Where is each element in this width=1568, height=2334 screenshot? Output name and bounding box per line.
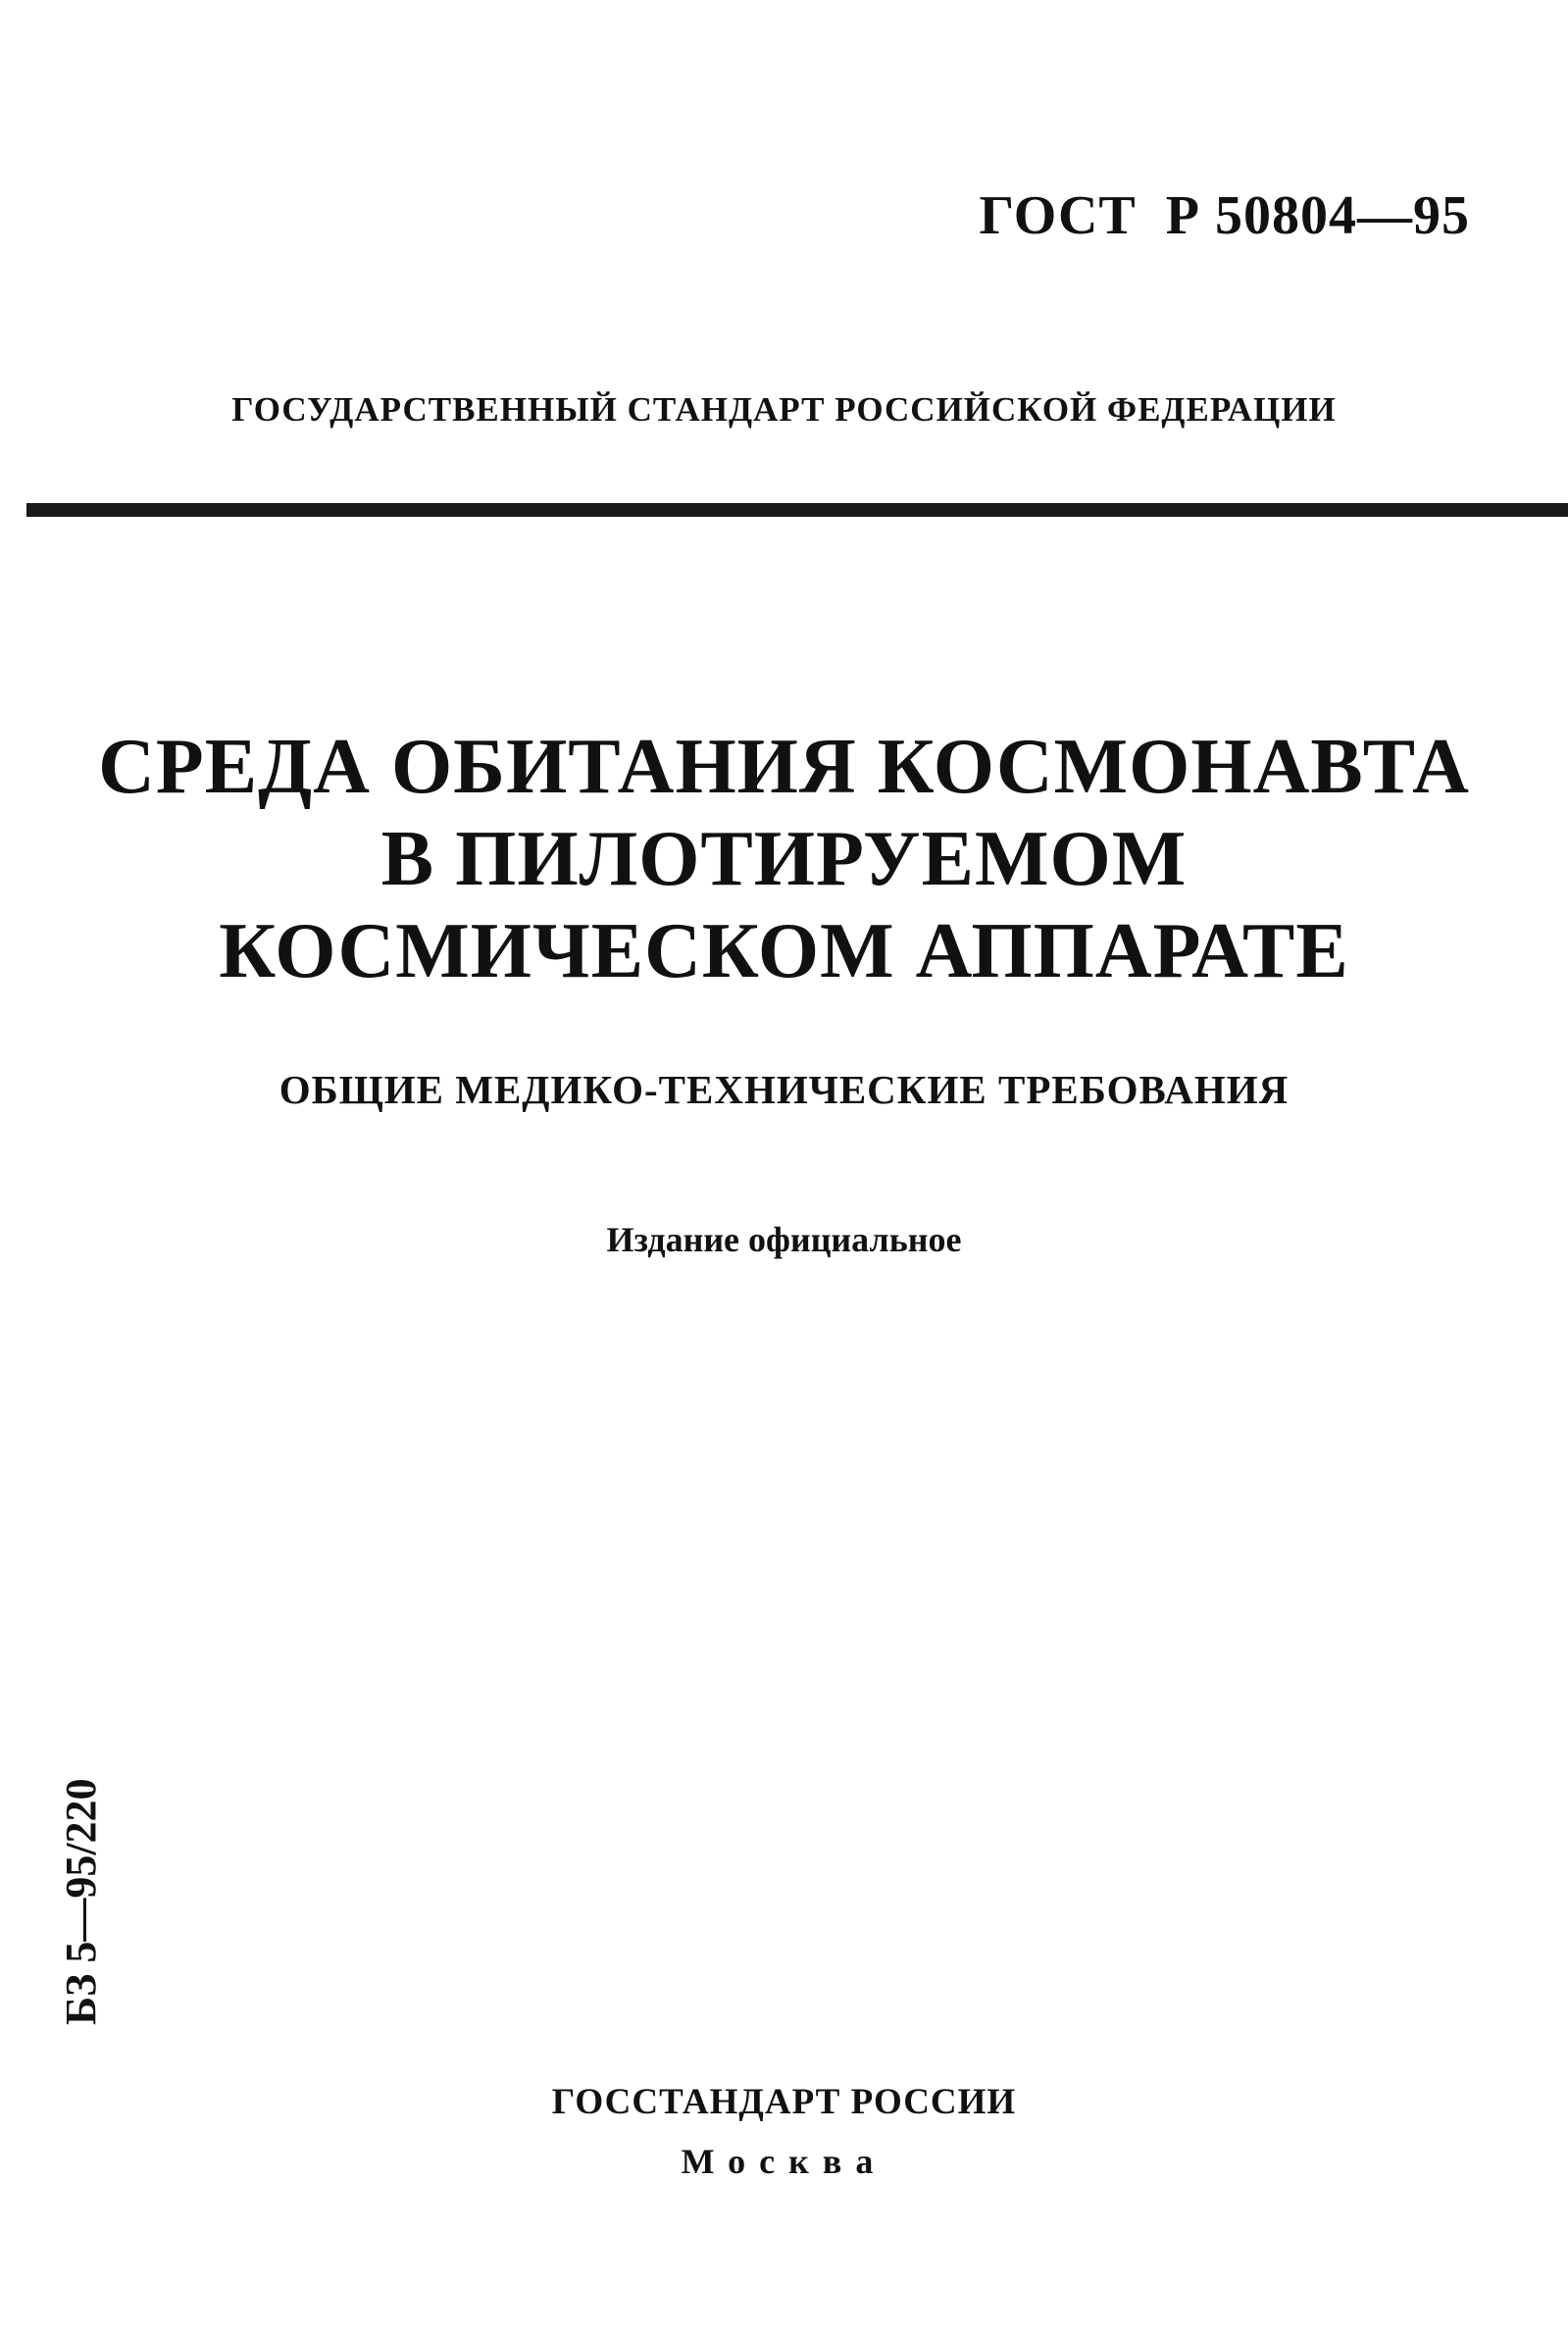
standard-designation	[980, 184, 1471, 247]
header-divider-rule	[26, 503, 1568, 517]
publication-city: Москва	[681, 2142, 887, 2181]
document-subtitle: ОБЩИЕ МЕДИКО-ТЕХНИЧЕСКИЕ ТРЕБОВАНИЯ	[278, 1067, 1290, 1112]
edition-note: Издание официальное	[606, 1220, 962, 1259]
issuer-heading: ГОСУДАРСТВЕННЫЙ СТАНДАРТ РОССИЙСКОЙ ФЕДЕРАЦИИ	[231, 390, 1337, 429]
standard-number: Р 50804—95	[1165, 185, 1470, 246]
publisher-name: ГОССТАНДАРТ РОССИИ	[551, 2082, 1017, 2122]
document-title	[0, 721, 1568, 997]
standard-prefix: ГОСТ	[979, 185, 1137, 246]
side-registration-code: БЗ 5—95/220	[57, 1778, 105, 2025]
title-line-1: СРЕДА ОБИТАНИЯ КОСМОНАВТА	[98, 724, 1470, 810]
title-line-3: КОСМИЧЕСКОМ АППАРАТЕ	[219, 908, 1349, 994]
title-line-2: В ПИЛОТИРУЕМОМ	[380, 816, 1188, 902]
